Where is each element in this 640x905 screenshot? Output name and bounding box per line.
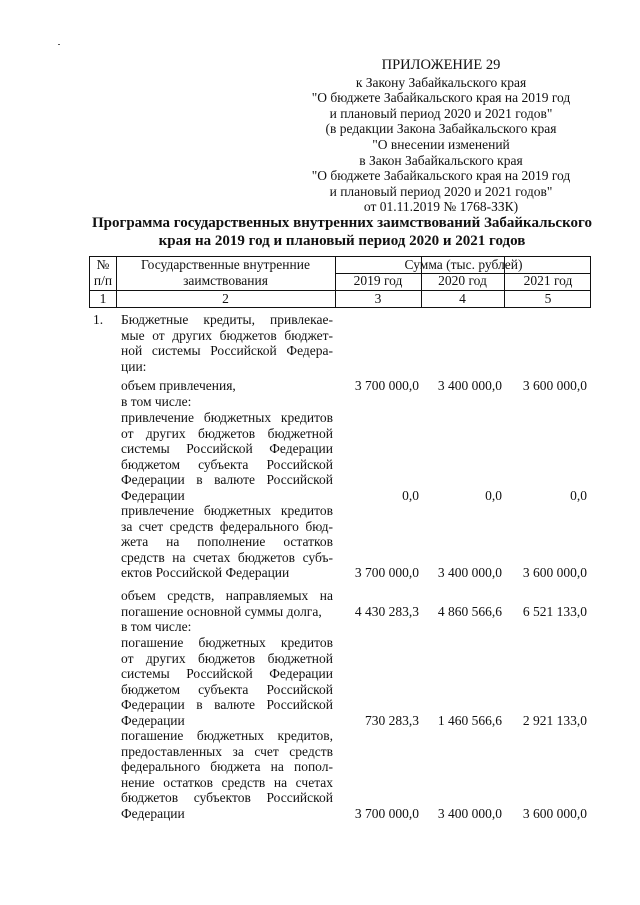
amount-2020: 3 400 000,0 xyxy=(437,805,502,821)
amount-2019: 3 700 000,0 xyxy=(354,565,419,580)
row-description xyxy=(121,312,333,374)
description-line: мые от других бюджетов бюджет- xyxy=(121,327,333,343)
description-line: ной системы Российской Федера- xyxy=(121,343,333,358)
row-description xyxy=(121,394,333,410)
appendix-header xyxy=(296,58,586,215)
header-2021: 2021 год xyxy=(523,273,573,288)
description-line: привлечение бюджетных кредитов xyxy=(121,410,333,425)
description-line: предоставленных за счет средств xyxy=(121,743,333,759)
row-description xyxy=(121,635,333,728)
amount-2019: 3 700 000,0 xyxy=(354,805,419,821)
amount-2020: 3 400 000,0 xyxy=(437,378,502,393)
title-line-1: Программа государственных внутренних заимствований Забайкальского xyxy=(92,215,592,231)
row-description xyxy=(121,588,333,619)
amount-2019: 730 283,3 xyxy=(365,712,419,728)
amount-2021: 3 600 000,0 xyxy=(522,565,587,580)
amount-2021: 3 600 000,0 xyxy=(522,378,587,393)
colnum-2: 2 xyxy=(222,291,229,306)
amount-2019: 0,0 xyxy=(402,487,419,503)
colnum-1: 1 xyxy=(99,291,107,306)
amount-2021: 0,0 xyxy=(570,487,587,503)
description-line: за счет средств федерального бюд- xyxy=(121,518,333,534)
document-title xyxy=(92,214,592,250)
description-line: системы Российской Федерации xyxy=(121,666,333,681)
header-2019: 2019 год xyxy=(353,273,403,288)
appendix-line: "О бюджете Забайкальского края на 2019 год xyxy=(311,168,571,184)
amount-2019: 3 700 000,0 xyxy=(354,378,419,393)
appendix-line: в Закон Забайкальского края xyxy=(359,152,523,168)
row-number: 1. xyxy=(93,312,104,327)
amount-2021: 2 921 133,0 xyxy=(522,712,587,728)
appendix-line: и плановый период 2020 и 2021 годов" xyxy=(329,105,553,121)
amount-2020: 4 860 566,6 xyxy=(437,603,502,619)
colnum-4: 4 xyxy=(459,291,466,306)
appendix-line: к Закону Забайкальского края xyxy=(355,74,527,90)
description-line: средств на счетах бюджетов субъ- xyxy=(121,549,333,565)
appendix-line: "О бюджете Забайкальского края на 2019 год xyxy=(311,90,571,106)
header-2020: 2020 год xyxy=(438,273,487,288)
description-line: привлечение бюджетных кредитов xyxy=(121,503,333,518)
amount-2020: 3 400 000,0 xyxy=(437,565,502,580)
description-line: нение остатков средств на счетах xyxy=(121,774,333,790)
borrowing-table xyxy=(89,256,591,821)
description-line: Федерации в валюте Российской xyxy=(121,697,333,712)
row-description xyxy=(121,410,333,503)
description-line: ектов Российской Федерации xyxy=(121,565,290,580)
header-num: № п/п xyxy=(93,257,113,288)
description-line: от других бюджетов бюджетной xyxy=(121,650,333,666)
description-line: Федерации xyxy=(121,712,185,728)
description-line: бюджетом субъекта Российской xyxy=(121,681,333,697)
description-line: ции: xyxy=(121,358,147,374)
row-description xyxy=(121,503,333,581)
appendix-line: и плановый период 2020 и 2021 годов" xyxy=(329,183,553,199)
description-line: объем привлечения, xyxy=(121,378,236,393)
description-line: Федерации xyxy=(121,805,185,821)
description-line: объем средств, направляемых на xyxy=(121,588,333,603)
description-line: от других бюджетов бюджетной xyxy=(121,425,333,441)
appendix-title: ПРИЛОЖЕНИЕ 29 xyxy=(381,57,501,73)
title-line-2: края на 2019 год и плановый период 2020 и 2021 годов xyxy=(158,233,526,249)
description-line: Федерации xyxy=(121,487,185,503)
description-line: погашение основной суммы долга, xyxy=(121,603,322,619)
description-line: бюджетом субъекта Российской xyxy=(121,456,333,472)
description-line: федерального бюджета на попол- xyxy=(121,759,333,774)
row-description xyxy=(121,619,333,635)
amount-2021: 6 521 133,0 xyxy=(522,603,587,619)
row-description xyxy=(121,378,333,394)
description-line: бюджетов субъектов Российской xyxy=(121,790,333,805)
description-line: Федерации в валюте Российской xyxy=(121,472,333,487)
description-line: Бюджетные кредиты, привлекае- xyxy=(121,312,333,327)
amount-2020: 0,0 xyxy=(485,487,502,503)
description-line: погашение бюджетных кредитов, xyxy=(121,728,333,743)
colnum-3: 3 xyxy=(374,291,382,306)
description-line: системы Российской Федерации xyxy=(121,441,333,456)
description-line: в том числе: xyxy=(121,619,192,634)
amount-2020: 1 460 566,6 xyxy=(437,712,502,728)
appendix-line: "О внесении изменений xyxy=(372,136,510,152)
appendix-line: от 01.11.2019 № 1768-ЗЗК) xyxy=(363,199,519,215)
header-name: Государственные внутренние заимствования xyxy=(141,257,310,288)
row-description xyxy=(121,728,333,821)
description-line: жета на пополнение остатков xyxy=(121,534,333,549)
table-header xyxy=(89,256,591,308)
amount-2019: 4 430 283,3 xyxy=(354,603,419,619)
scan-speck xyxy=(58,44,60,45)
amount-2021: 3 600 000,0 xyxy=(522,805,587,821)
colnum-5: 5 xyxy=(544,291,552,306)
description-line: в том числе: xyxy=(121,394,192,409)
header-sum: Сумма (тыс. рублей) xyxy=(404,257,523,272)
appendix-line: (в редакции Закона Забайкальского края xyxy=(325,121,557,137)
description-line: погашение бюджетных кредитов xyxy=(121,635,333,650)
